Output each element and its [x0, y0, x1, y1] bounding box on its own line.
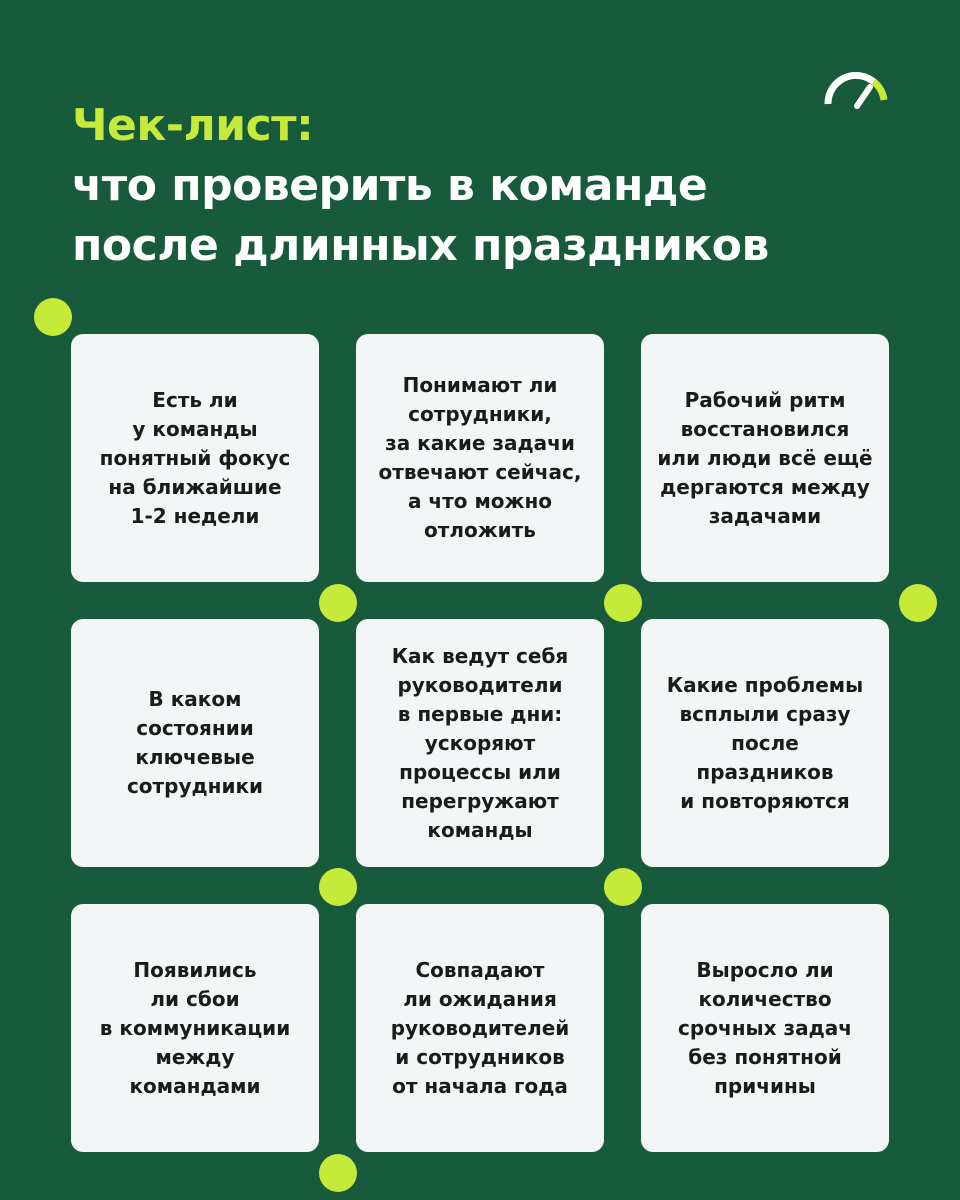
checklist-card [356, 904, 604, 1152]
checklist-card [641, 619, 889, 867]
title-line-3: после длинных праздников [72, 220, 769, 271]
checklist-card-text: Есть ли у команды понятный фокус на ближайшие 1-2 недели [99, 387, 291, 528]
checklist-card [71, 334, 319, 582]
checklist-card [71, 904, 319, 1152]
decorative-dot [319, 868, 357, 906]
checklist-card-text: Понимают ли сотрудники, за какие задачи отвечают сейчас, а что можно отложить [378, 373, 582, 542]
decorative-dot [319, 1154, 357, 1192]
title-accent-line: Чек-лист: [72, 100, 314, 151]
checklist-card-text: Выросло ли количество срочных задач без понятной причины [678, 957, 852, 1098]
checklist-card [641, 904, 889, 1152]
page-title [72, 96, 769, 276]
checklist-card-text: Какие проблемы всплыли сразу после праздников и повторяются [666, 672, 864, 813]
gauge-logo-icon [822, 70, 892, 110]
title-line-2: что проверить в команде [72, 160, 708, 211]
decorative-dot [34, 298, 72, 336]
checklist-card-text: Появились ли сбои в коммуникации между командами [99, 957, 291, 1098]
checklist-card-text: В каком состоянии ключевые сотрудники [126, 687, 264, 798]
decorative-dot [319, 584, 357, 622]
decorative-dot [604, 868, 642, 906]
checklist-card [356, 334, 604, 582]
checklist-card [641, 334, 889, 582]
checklist-card-text: Рабочий ритм восстановился или люди всё ещё дергаются между задачами [657, 387, 873, 528]
decorative-dot [899, 584, 937, 622]
checklist-card [71, 619, 319, 867]
checklist-card-text: Как ведут себя руководители в первые дни: ускоряют процессы или перегружают команды [391, 643, 569, 842]
checklist-card-text: Совпадают ли ожидания руководителей и сотрудников от начала года [390, 957, 570, 1098]
checklist-card [356, 619, 604, 867]
decorative-dot [604, 584, 642, 622]
